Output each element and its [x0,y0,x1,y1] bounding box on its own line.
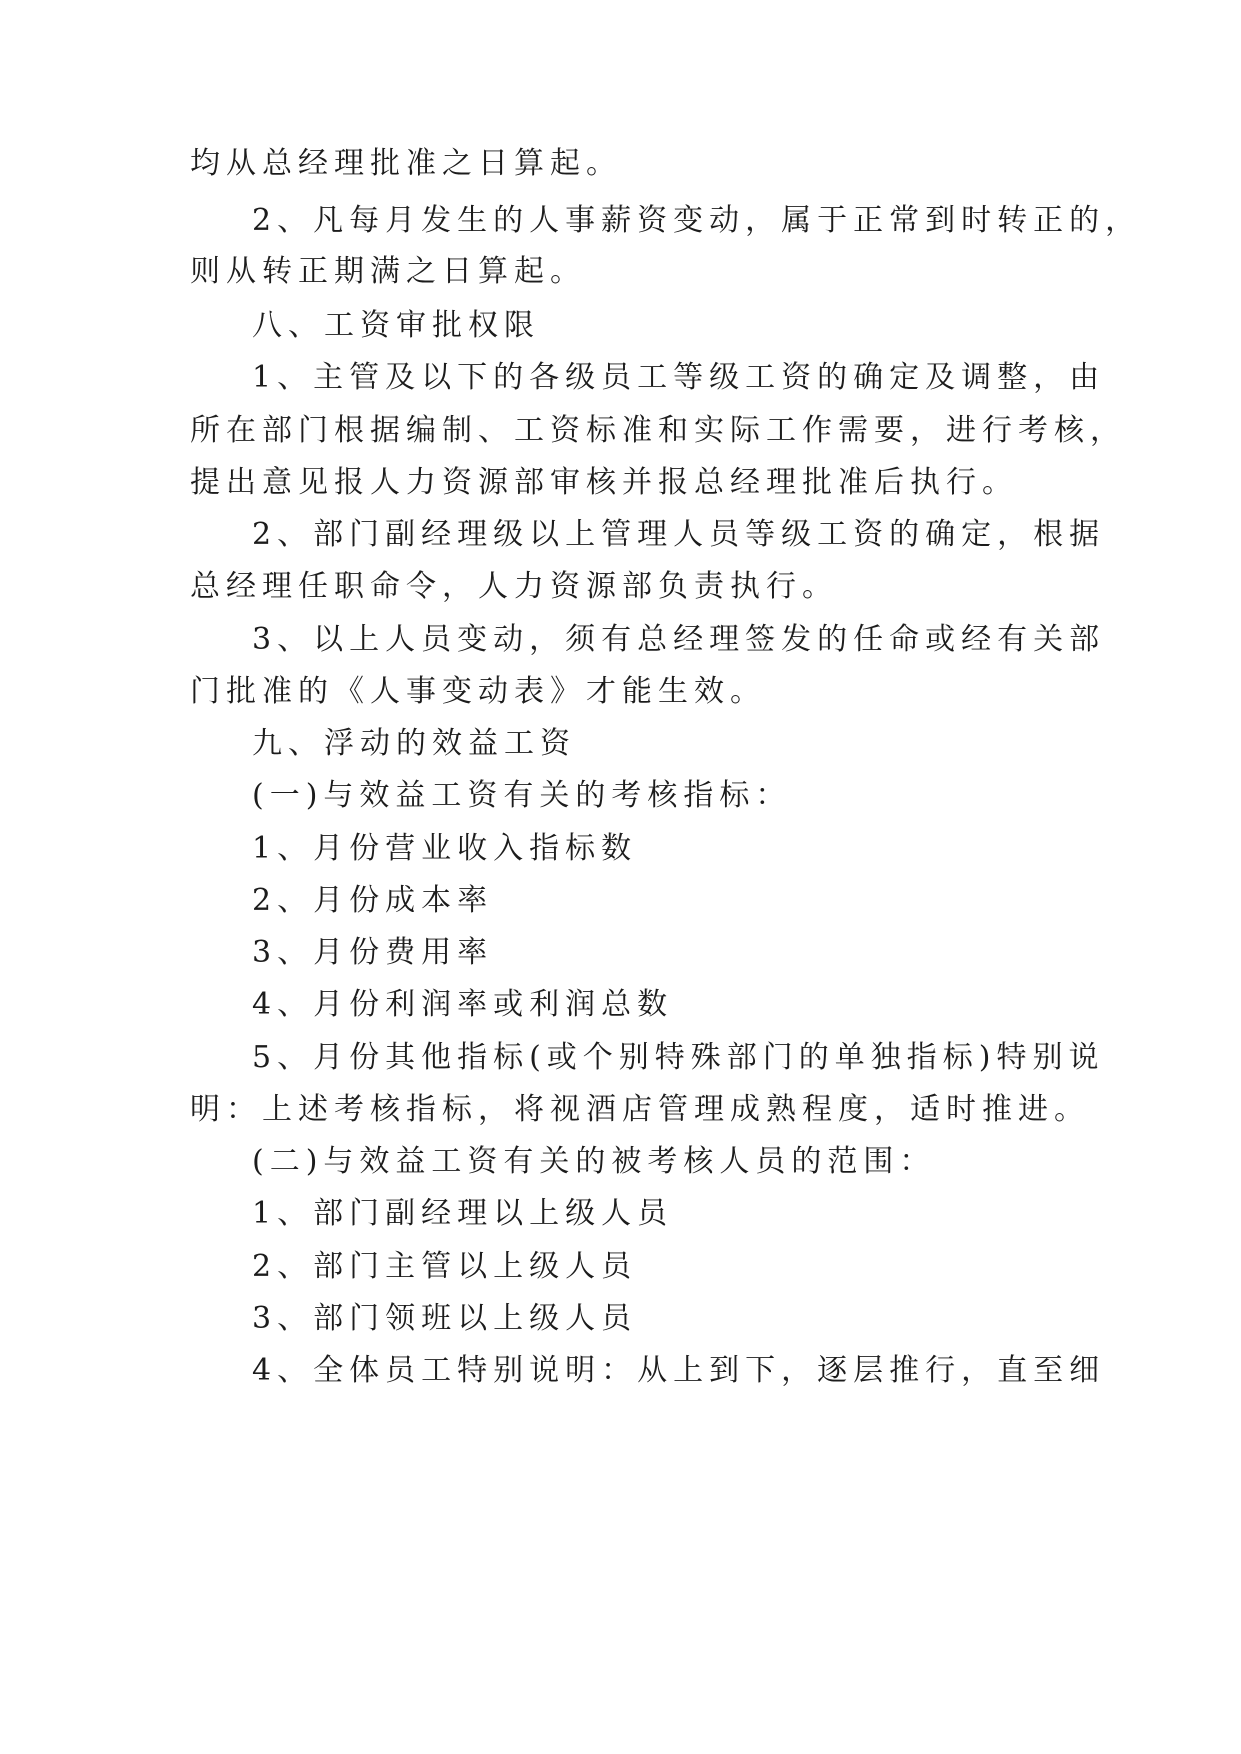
text-line: 提出意见报人力资源部审核并报总经理批准后执行。 [190,465,1018,500]
subsection-heading: (二)与效益工资有关的被考核人员的范围： [252,1144,936,1179]
text-line: 2、凡每月发生的人事薪资变动，属于正常到时转正的， [252,203,1142,238]
text-line: 3、以上人员变动，须有总经理签发的任命或经有关部 [252,622,1106,657]
list-item: 3、部门领班以上级人员 [252,1301,638,1336]
list-item: 2、月份成本率 [252,883,494,918]
text-line: 均从总经理批准之日算起。 [190,146,622,181]
text-line: 总经理任职命令，人力资源部负责执行。 [190,569,838,604]
text-line: 1、主管及以下的各级员工等级工资的确定及调整，由 [252,360,1106,395]
list-item: 4、月份利润率或利润总数 [252,987,674,1022]
section-heading: 八、工资审批权限 [252,308,540,343]
list-item: 2、部门主管以上级人员 [252,1249,638,1284]
text-line: 门批准的《人事变动表》才能生效。 [190,674,766,709]
text-line: 明：上述考核指标，将视酒店管理成熟程度，适时推进。 [190,1092,1090,1127]
list-item: 4、全体员工特别说明：从上到下，逐层推行，直至细 [252,1353,1106,1388]
list-item: 3、月份费用率 [252,935,494,970]
list-item: 5、月份其他指标(或个别特殊部门的单独指标)特别说 [252,1040,1105,1075]
text-line: 2、部门副经理级以上管理人员等级工资的确定，根据 [252,517,1106,552]
list-item: 1、部门副经理以上级人员 [252,1196,674,1231]
text-line: 则从转正期满之日算起。 [190,254,586,289]
section-heading: 九、浮动的效益工资 [252,726,576,761]
subsection-heading: (一)与效益工资有关的考核指标： [252,778,792,813]
list-item: 1、月份营业收入指标数 [252,831,638,866]
text-line: 所在部门根据编制、工资标准和实际工作需要，进行考核， [190,413,1126,448]
